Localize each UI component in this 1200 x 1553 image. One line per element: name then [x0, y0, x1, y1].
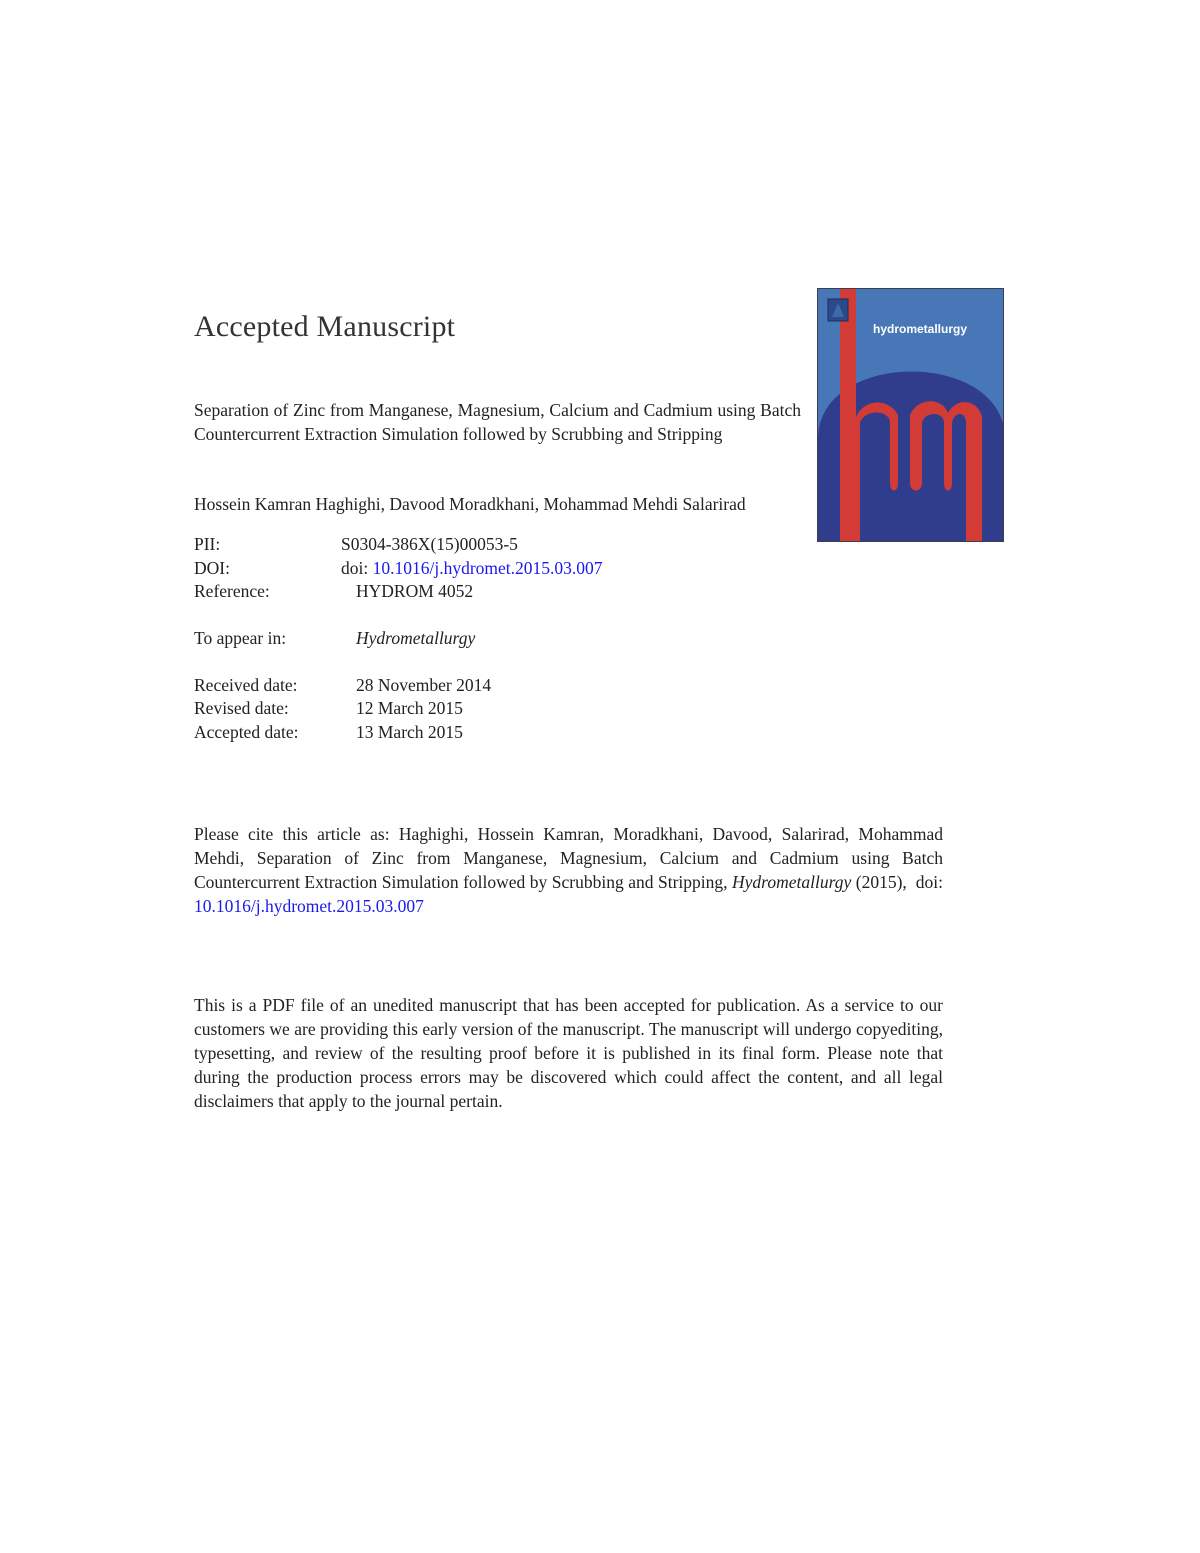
received-label: Received date:: [194, 675, 298, 695]
received-value: 28 November 2014: [356, 675, 492, 695]
article-title: Separation of Zinc from Manganese, Magnesium, Calcium and Cadmium using Batch Countercurrent Extraction Simulation followed by Scrubbing and Stripping: [194, 400, 801, 444]
pii-value: S0304-386X(15)00053-5: [341, 534, 518, 554]
page-heading: Accepted Manuscript: [194, 310, 456, 343]
revised-label: Revised date:: [194, 698, 289, 718]
appear-value: Hydrometallurgy: [356, 628, 476, 648]
meta-pii-row: [194, 532, 518, 556]
revised-value: 12 March 2015: [356, 698, 463, 718]
appear-label: To appear in:: [194, 628, 287, 648]
doi-value-group: [341, 556, 603, 580]
doi-label: DOI:: [194, 558, 230, 578]
citation-text: Please cite this article as: Haghighi, Hossein Kamran, Moradkhani, Davood, Salarirad, Mohammad Mehdi, Separation of Zinc from Manganese, Magnesium, Calcium and Cadmium using Batch Countercurrent Extraction Simulation followed by Scrubbing and Stripping,: [194, 824, 943, 892]
manuscript-notice: This is a PDF file of an unedited manuscript that has been accepted for publication. As a service to our customers we are providing this early version of the manuscript. The manuscript will undergo copyediting, typesetting, and review of the resulting proof before it is published in its final form. Please note that during the production process errors may be discovered which could affect the content, and all legal disclaimers that apply to the journal pertain.: [194, 995, 943, 1111]
citation-doi-prefix: doi:: [915, 872, 944, 892]
citation-journal: Hydrometallurgy: [732, 872, 852, 892]
pii-label: PII:: [194, 534, 221, 554]
doi-prefix: doi:: [341, 558, 369, 578]
reference-label: Reference:: [194, 581, 270, 601]
accepted-value: 13 March 2015: [356, 722, 463, 742]
accepted-label: Accepted date:: [194, 722, 299, 742]
article-authors: Hossein Kamran Haghighi, Davood Moradkhani, Mohammad Mehdi Salarirad: [194, 494, 746, 514]
meta-accepted-row: [194, 720, 463, 744]
meta-doi-row: [194, 556, 603, 580]
meta-received-row: [194, 673, 492, 697]
cover-journal-name: hydrometallurgy: [873, 322, 968, 336]
citation-year: (2015),: [855, 872, 907, 892]
meta-appear-row: [194, 626, 476, 650]
meta-reference-row: [194, 579, 474, 603]
meta-revised-row: [194, 696, 463, 720]
citation-paragraph: [194, 822, 943, 918]
doi-link[interactable]: 10.1016/j.hydromet.2015.03.007: [372, 558, 603, 578]
reference-value: HYDROM 4052: [356, 581, 474, 601]
citation-doi-link[interactable]: 10.1016/j.hydromet.2015.03.007: [194, 896, 424, 916]
